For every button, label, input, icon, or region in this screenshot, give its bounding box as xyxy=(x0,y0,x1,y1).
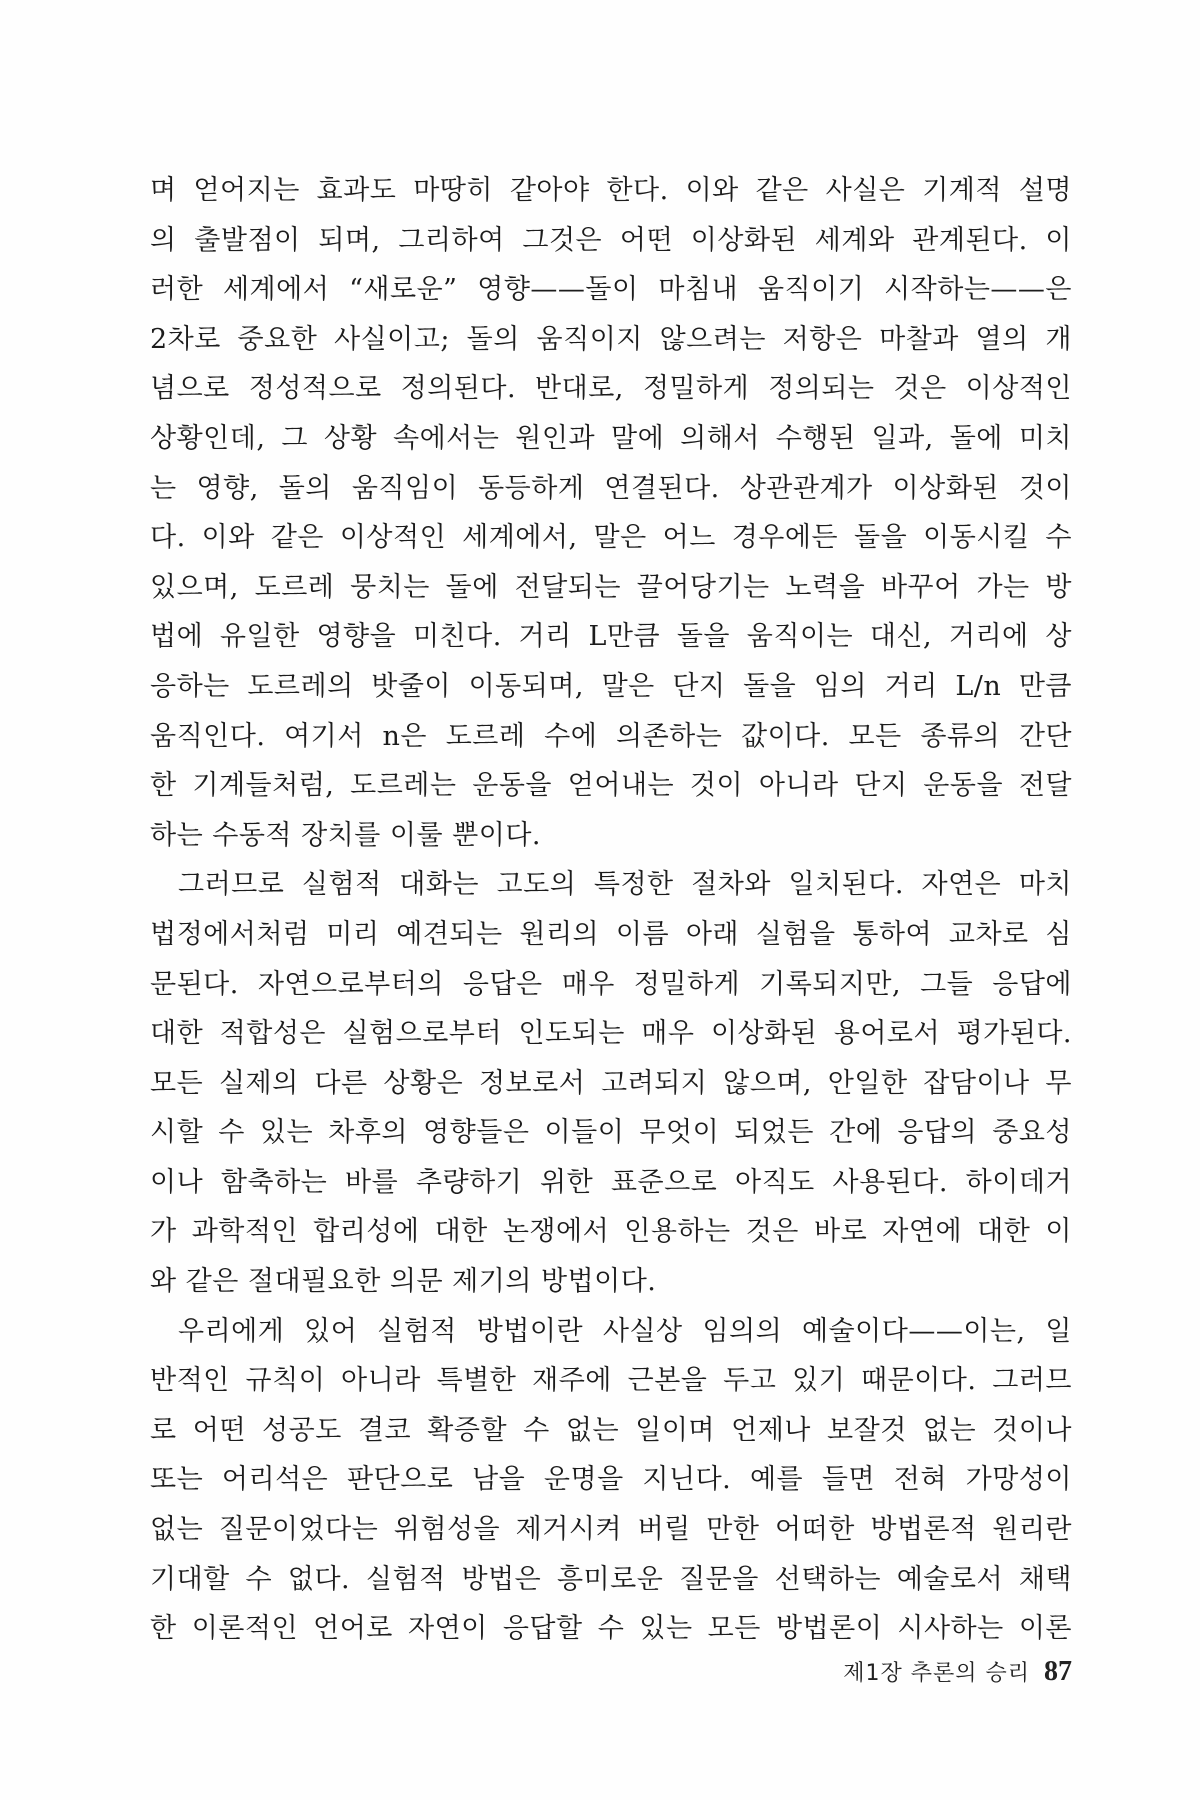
text-line: 며 얻어지는 효과도 마땅히 같아야 한다. 이와 같은 사실은 기계적 설명 xyxy=(150,175,1072,206)
text-line: 우리에게 있어 실험적 방법이란 사실상 임의의 예술이다——이는, 일 xyxy=(178,1315,1072,1347)
text-line: 하는 수동적 장치를 이룰 뿐이다. xyxy=(150,819,541,851)
text-line: 가 과학적인 합리성에 대한 논쟁에서 인용하는 것은 바로 자연에 대한 이 xyxy=(150,1216,1072,1248)
text-line: 기대할 수 없다. 실험적 방법은 흥미로운 질문을 선택하는 예술로서 채택 xyxy=(150,1563,1072,1595)
page-number: 87 xyxy=(1044,1656,1072,1687)
text-line: 한 기계들처럼, 도르레는 운동을 얻어내는 것이 아니라 단지 운동을 전달 xyxy=(150,770,1072,802)
text-line: 대한 적합성은 실험으로부터 인도되는 매우 이상화된 용어로서 평가된다. xyxy=(150,1018,1072,1050)
text-line: 그러므로 실험적 대화는 고도의 특정한 절차와 일치된다. 자연은 마치 xyxy=(178,869,1072,901)
text-line: 법정에서처럼 미리 예견되는 원리의 이름 아래 실험을 통하여 교차로 심 xyxy=(150,918,1072,950)
text-line: 2차로 중요한 사실이고; 돌의 움직이지 않으려는 저항은 마찰과 열의 개 xyxy=(150,323,1072,355)
text-line: 러한 세계에서 “새로운” 영향——돌이 마침내 움직이기 시작하는——은 xyxy=(150,274,1072,306)
text-line: 는 영향, 돌의 움직임이 동등하게 연결된다. 상관관계가 이상화된 것이 xyxy=(150,472,1072,504)
text-line: 모든 실제의 다른 상황은 정보로서 고려되지 않으며, 안일한 잡담이나 무 xyxy=(150,1067,1072,1099)
text-line: 있으며, 도르레 뭉치는 돌에 전달되는 끌어당기는 노력을 바꾸어 가는 방 xyxy=(150,571,1072,603)
text-line: 응하는 도르레의 밧줄이 이동되며, 말은 단지 돌을 임의 거리 L/n 만큼 xyxy=(150,670,1072,702)
text-line: 다. 이와 같은 이상적인 세계에서, 말은 어느 경우에든 돌을 이동시킬 수 xyxy=(150,522,1072,554)
text-line: 이나 함축하는 바를 추량하기 위한 표준으로 아직도 사용된다. 하이데거 xyxy=(150,1166,1072,1198)
text-line: 반적인 규칙이 아니라 특별한 재주에 근본을 두고 있기 때문이다. 그러므 xyxy=(150,1365,1072,1397)
paragraph-3 xyxy=(150,1307,1072,1654)
chapter-label: 제1장 추론의 승리 xyxy=(843,1661,1030,1686)
text-line: 념으로 정성적으로 정의된다. 반대로, 정밀하게 정의되는 것은 이상적인 xyxy=(150,373,1072,405)
text-line: 문된다. 자연으로부터의 응답은 매우 정밀하게 기록되지만, 그들 응답에 xyxy=(150,968,1072,1000)
text-line: 또는 어리석은 판단으로 남을 운명을 지닌다. 예를 들면 전혀 가망성이 xyxy=(150,1464,1072,1496)
paragraph-2 xyxy=(150,860,1072,1306)
text-line: 한 이론적인 언어로 자연이 응답할 수 있는 모든 방법론이 시사하는 이론 xyxy=(150,1613,1072,1645)
text-line: 움직인다. 여기서 n은 도르레 수에 의존하는 값이다. 모든 종류의 간단 xyxy=(150,720,1072,752)
text-line: 의 출발점이 되며, 그리하여 그것은 어떤 이상화된 세계와 관계된다. 이 xyxy=(150,224,1072,256)
body-text xyxy=(150,166,1072,1654)
text-line: 와 같은 절대필요한 의문 제기의 방법이다. xyxy=(150,1266,657,1298)
text-line: 법에 유일한 영향을 미친다. 거리 L만큼 돌을 움직이는 대신, 거리에 상 xyxy=(150,621,1072,653)
text-line: 상황인데, 그 상황 속에서는 원인과 말에 의해서 수행된 일과, 돌에 미치 xyxy=(150,422,1072,454)
paragraph-1 xyxy=(150,166,1072,860)
text-line: 없는 질문이었다는 위험성을 제거시켜 버릴 만한 어떠한 방법론적 원리란 xyxy=(150,1514,1072,1546)
text-line: 시할 수 있는 차후의 영향들은 이들이 무엇이 되었든 간에 응답의 중요성 xyxy=(150,1117,1072,1149)
text-line: 로 어떤 성공도 결코 확증할 수 없는 일이며 언제나 보잘것 없는 것이나 xyxy=(150,1414,1072,1446)
running-footer xyxy=(792,1652,1072,1692)
